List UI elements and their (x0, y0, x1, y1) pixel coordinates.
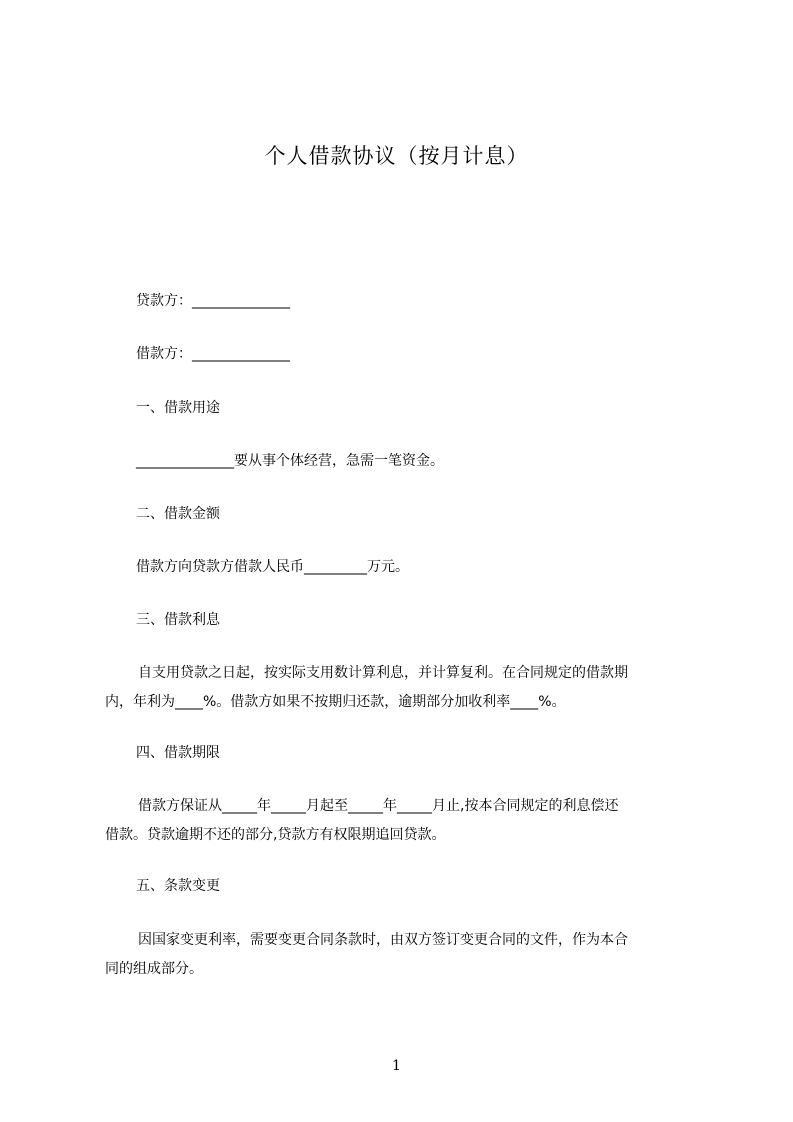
document-title: 个人借款协议（按月计息） (264, 144, 529, 168)
section-text-purpose: ______________要从事个体经营，急需一笔资金。 (136, 453, 444, 469)
section-paragraph-interest (105, 659, 701, 717)
section-paragraph-amendment (105, 926, 701, 984)
lender-field: 贷款方：______________ (136, 293, 290, 309)
section-heading-term: 四、借款期限 (136, 745, 220, 761)
paragraph-line: 因国家变更利率，需要变更合同条款时，由双方签订变更合同的文件，作为本合 (138, 932, 628, 948)
paragraph-line: 同的组成部分。 (105, 961, 203, 977)
section-heading-amount: 二、借款金额 (136, 506, 220, 522)
section-paragraph-term (105, 792, 701, 850)
section-heading-interest: 三、借款利息 (136, 612, 220, 628)
paragraph-line: 借款方保证从_____年_____月起至_____年_____月止,按本合同规定的利息偿还 (138, 798, 619, 814)
section-text-amount: 借款方向贷款方借款人民币_________万元。 (136, 559, 409, 575)
section-heading-purpose: 一、借款用途 (136, 400, 220, 416)
paragraph-line: 自支用贷款之日起，按实际支用数计算利息，并计算复利。在合同规定的借款期 (138, 665, 628, 681)
paragraph-line: 内，年利为____%。借款方如果不按期归还款，逾期部分加收利率____%。 (105, 694, 566, 710)
page-number: 1 (392, 1058, 401, 1074)
paragraph-line: 借款。贷款逾期不还的部分,贷款方有权限期追回贷款。 (105, 827, 446, 843)
borrower-field: 借款方：______________ (136, 346, 290, 362)
section-heading-amendment: 五、条款变更 (136, 878, 220, 894)
